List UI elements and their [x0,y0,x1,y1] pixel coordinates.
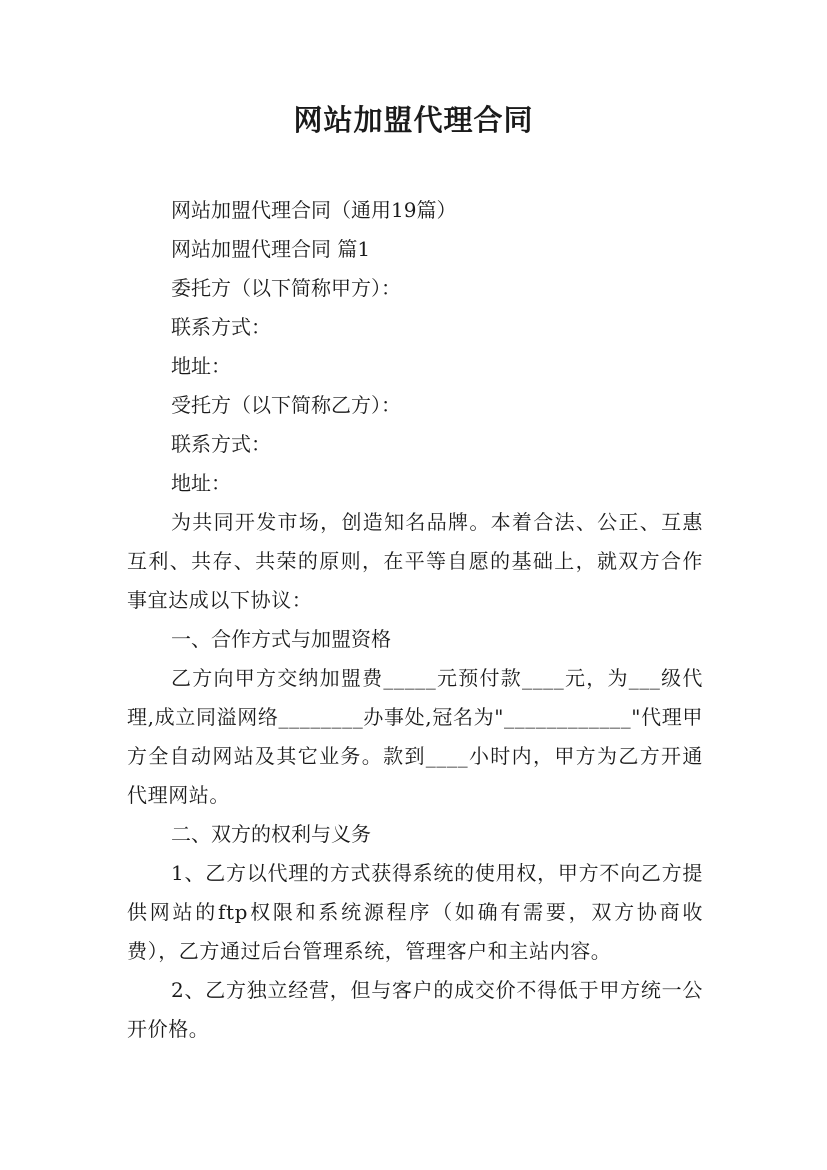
party-b-address-label: 地址： [171,471,231,495]
intro-paragraph: 为共同开发市场，创造知名品牌。本着合法、公正、互惠互利、共存、共荣的原则，在平等自愿的基础上，就双方合作事宜达成以下协议： [127,510,703,612]
document-subtitle: 网站加盟代理合同（通用19篇） [171,198,457,222]
party-b-label: 受托方（以下简称乙方）： [171,393,401,417]
party-a-contact-label: 联系方式： [171,315,271,339]
party-a-address-label: 地址： [171,354,231,378]
section-1-paragraph: 乙方向甲方交纳加盟费_____元预付款____元，为___级代理,成立同溢网络________办事处,冠名为"____________"代理甲方全自动网站及其它业务。款到____小时内，甲方为乙方开通代理网站。 [127,666,703,807]
document-title: 网站加盟代理合同 [293,103,534,137]
document-body [127,191,703,1049]
party-a-label: 委托方（以下简称甲方）： [171,276,401,300]
section-2-heading: 二、双方的权利与义务 [171,822,371,846]
section-1-heading: 一、合作方式与加盟资格 [171,627,391,651]
clause-1-paragraph: 1、乙方以代理的方式获得系统的使用权，甲方不向乙方提供网站的ftp权限和系统源程序（如确有需要，双方协商收费），乙方通过后台管理系统，管理客户和主站内容。 [127,861,703,963]
clause-2-paragraph: 2、乙方独立经营，但与客户的成交价不得低于甲方统一公开价格。 [127,978,703,1041]
section-heading: 网站加盟代理合同 篇1 [171,237,371,261]
party-b-contact-label: 联系方式： [171,432,271,456]
